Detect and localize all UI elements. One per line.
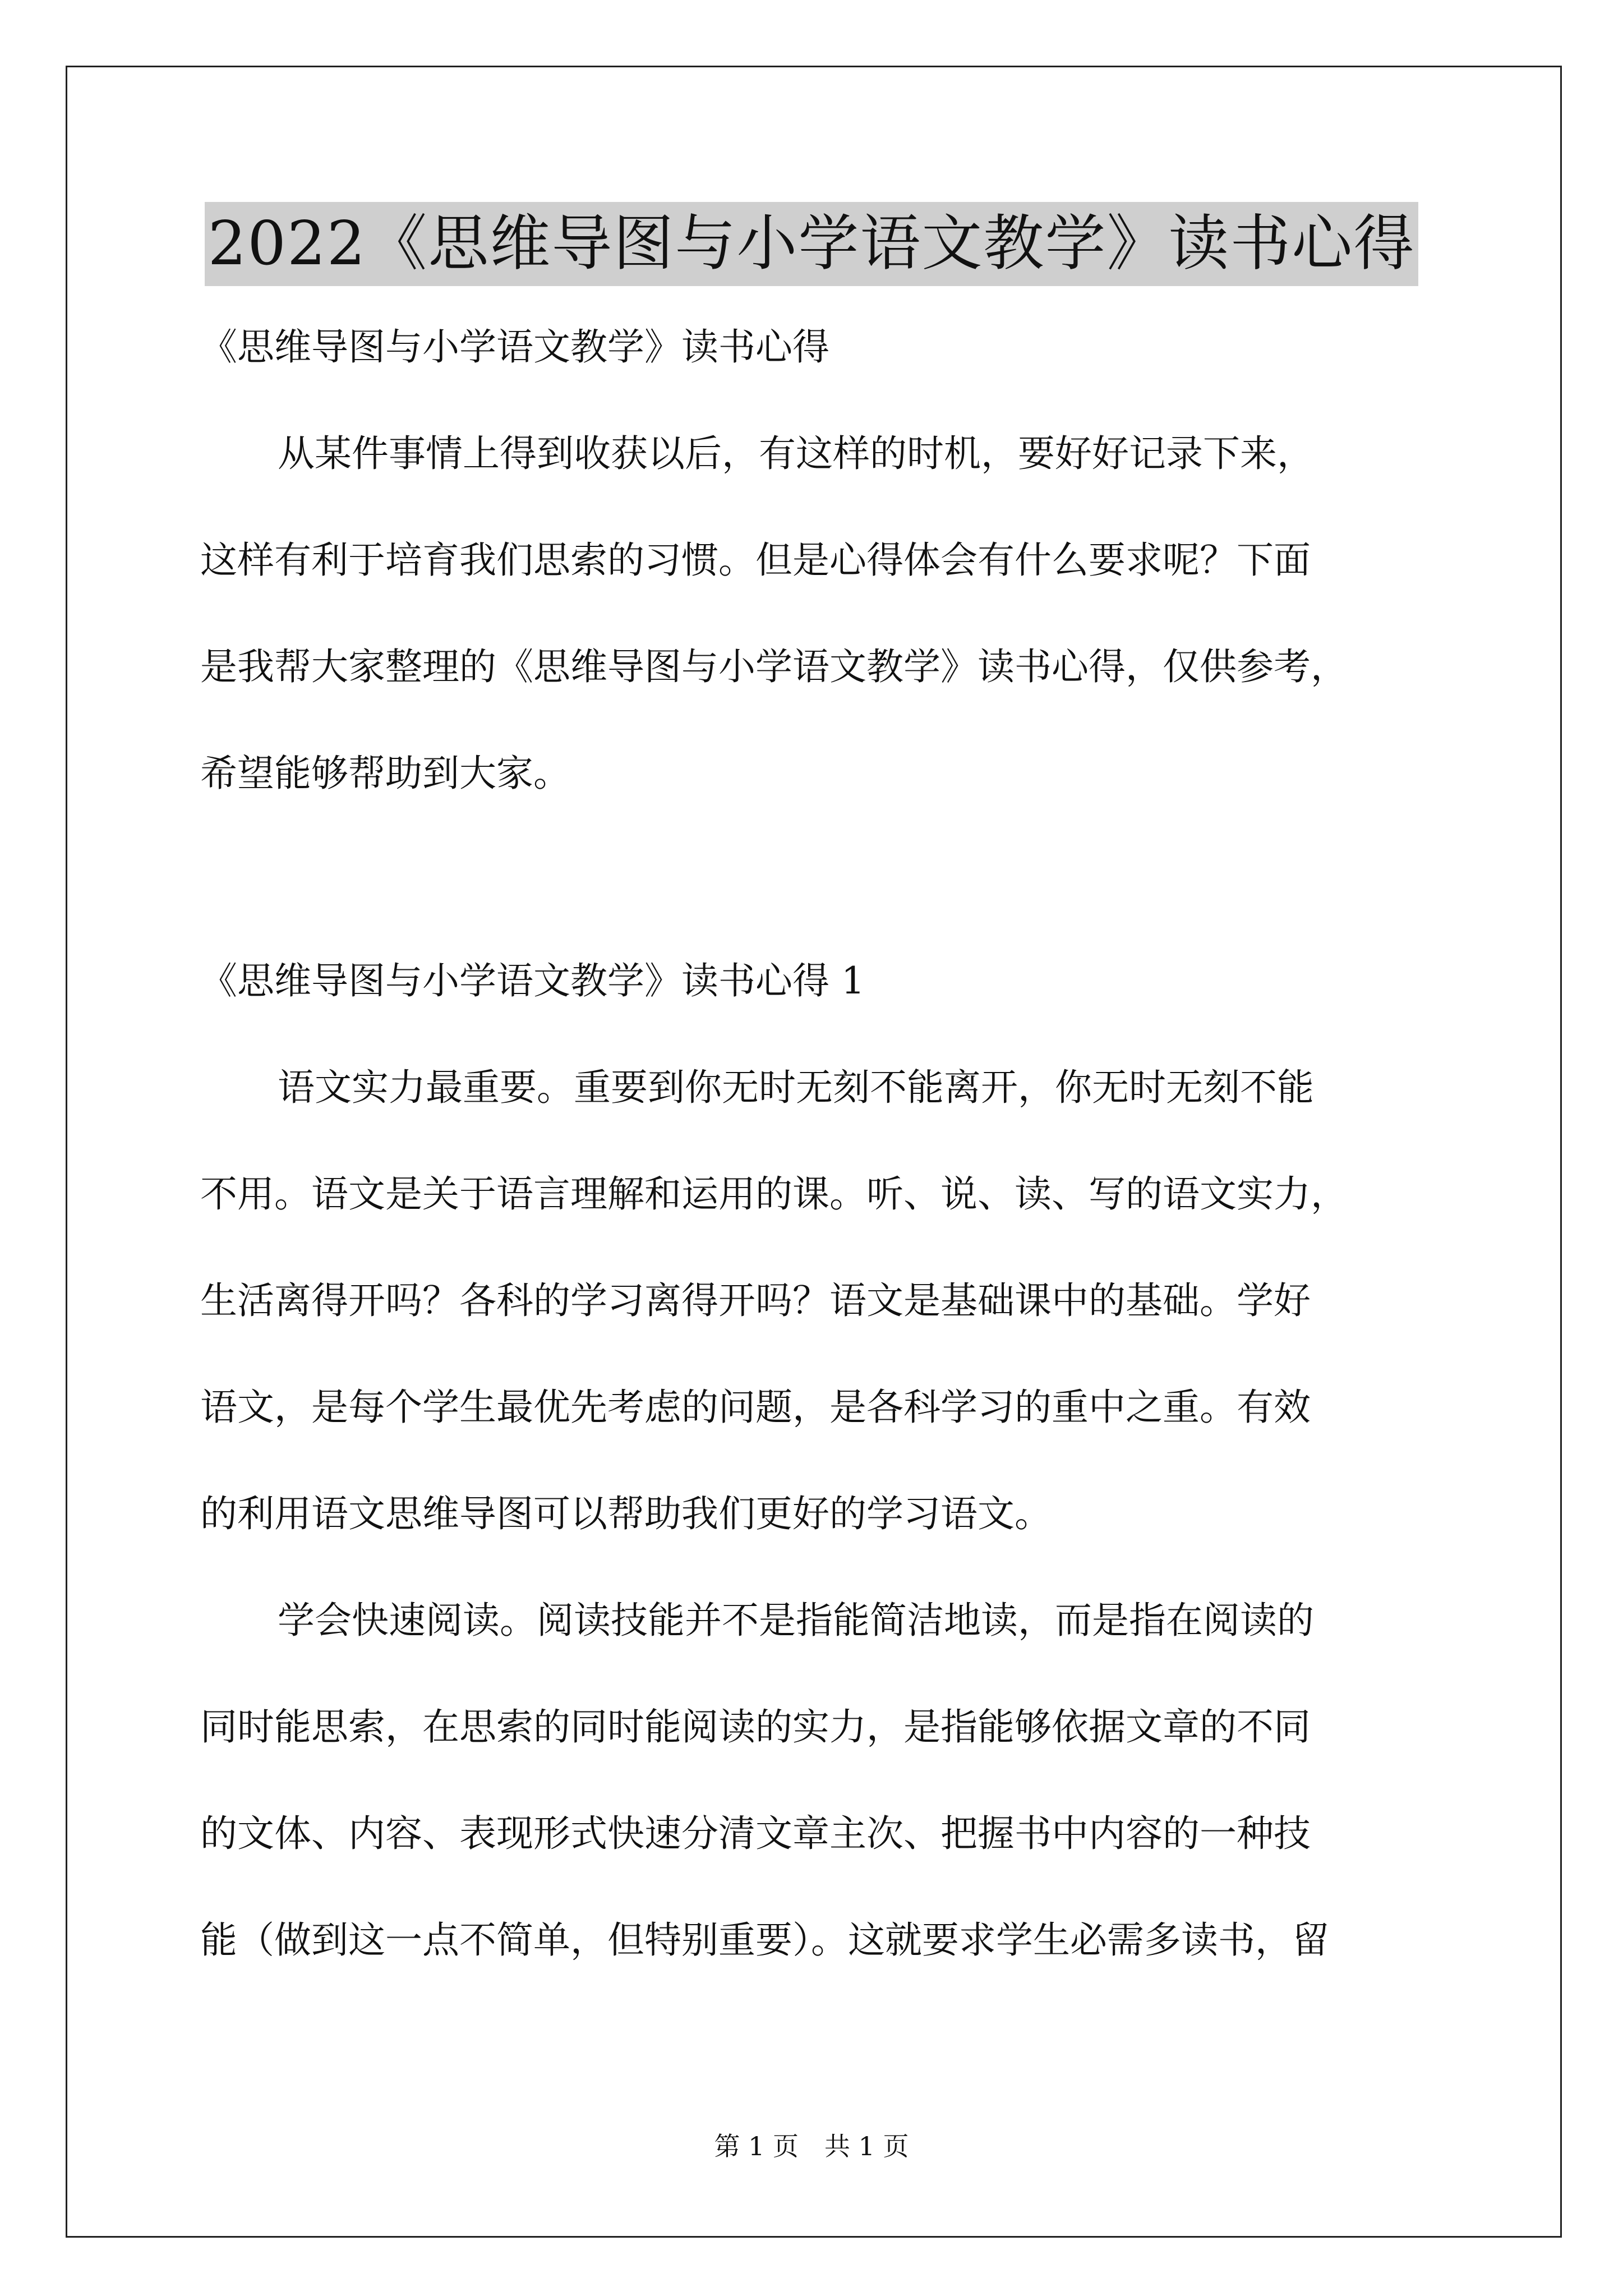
section-heading: 《思维导图与小学语文教学》读书心得 1 (200, 959, 865, 1002)
paragraph-line: 同时能思索，在思索的同时能阅读的实力，是指能够依据文章的不同 (200, 1705, 1311, 1749)
paragraph-line: 学会快速阅读。阅读技能并不是指能简洁地读，而是指在阅读的 (278, 1599, 1314, 1642)
paragraph-line: 这样有利于培育我们思索的习惯。但是心得体会有什么要求呢？下面 (200, 539, 1311, 582)
paragraph-line: 从某件事情上得到收获以后，有这样的时机，要好好记录下来， (278, 432, 1314, 475)
title-container (0, 202, 1623, 286)
paragraph-line: 不用。语文是关于语言理解和运用的课。听、说、读、写的语文实力， (200, 1172, 1348, 1216)
paragraph-line: 语文实力最重要。重要到你无时无刻不能离开，你无时无刻不能 (278, 1066, 1314, 1109)
document-title: 2022《思维导图与小学语文教学》读书心得 (205, 202, 1419, 286)
paragraph-line: 的文体、内容、表现形式快速分清文章主次、把握书中内容的一种技 (200, 1812, 1311, 1855)
page-footer: 第 1 页 共 1 页 (714, 2131, 909, 2161)
paragraph-line: 能（做到这一点不简单，但特别重要）。这就要求学生必需多读书，留 (200, 1918, 1329, 1962)
paragraph-line: 的利用语文思维导图可以帮助我们更好的学习语文。 (200, 1492, 1052, 1535)
subtitle: 《思维导图与小学语文教学》读书心得 (200, 325, 829, 369)
paragraph-line: 希望能够帮助到大家。 (200, 752, 570, 795)
paragraph-line: 生活离得开吗？各科的学习离得开吗？语文是基础课中的基础。学好 (200, 1279, 1311, 1322)
paragraph-line: 语文，是每个学生最优先考虑的问题，是各科学习的重中之重。有效 (200, 1386, 1311, 1429)
paragraph-line: 是我帮大家整理的《思维导图与小学语文教学》读书心得，仅供参考， (200, 645, 1348, 688)
